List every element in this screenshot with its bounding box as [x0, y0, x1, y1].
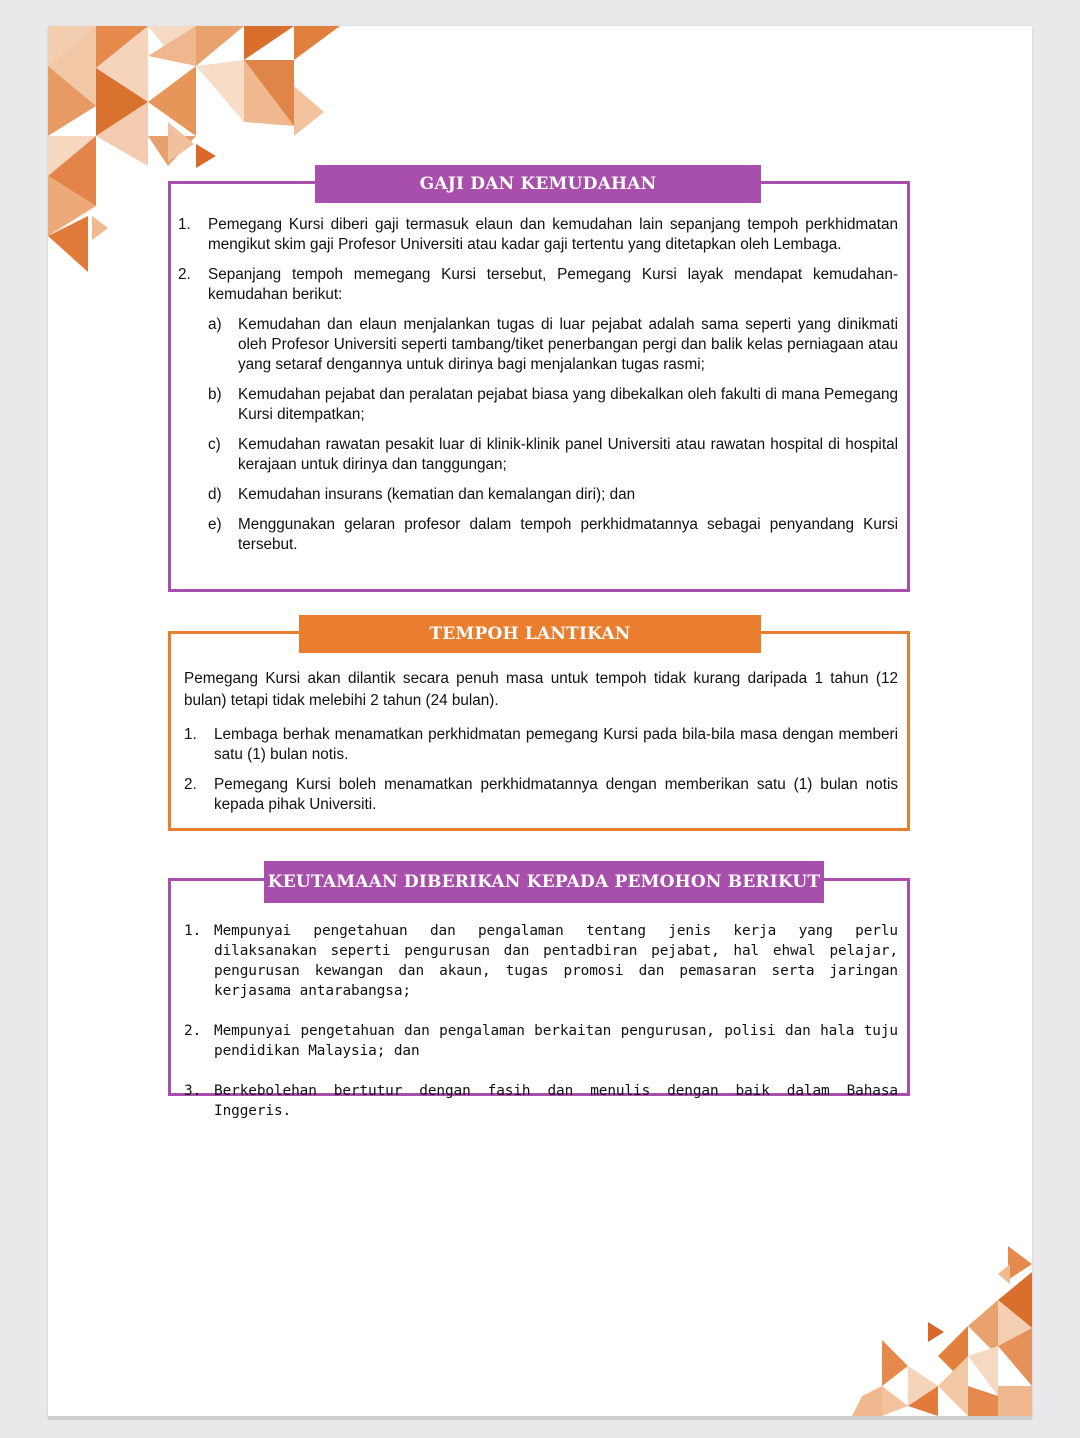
section-keutamaan	[168, 872, 910, 1119]
intro-paragraph: Pemegang Kursi akan dilantik secara penuh masa untuk tempoh tidak kurang daripada 1 tahun (12 bulan) tetapi tidak melebihi 2 tahun (24 bulan).	[184, 670, 898, 709]
sub-list-item: b) Kemudahan pejabat dan peralatan pejabat biasa yang dibekalkan oleh fakulti di mana Pemegang Kursi ditempatkan;	[208, 386, 898, 423]
section-title-banner	[299, 615, 761, 653]
sub-list-item: d) Kemudahan insurans (kematian dan kemalangan diri); dan	[208, 486, 636, 503]
section-content	[184, 921, 898, 1131]
page-shadow	[48, 1416, 1032, 1420]
section-title-banner	[264, 861, 824, 903]
list-item: 1. Pemegang Kursi diberi gaji termasuk elaun dan kemudahan lain sepanjang tempoh perkhidmatan mengikut skim gaji Profesor Universiti atau kadar gaji tertentu yang ditetapkan oleh Lembaga.	[178, 216, 898, 253]
sub-list-item: c) Kemudahan rawatan pesakit luar di klinik-klinik panel Universiti atau rawatan hospital di hospital kerajaan untuk dirinya dan tanggungan;	[208, 436, 898, 473]
section-content	[184, 668, 898, 825]
section-title: KEUTAMAAN DIBERIKAN KEPADA PEMOHON BERIKUT	[267, 872, 821, 892]
section-title-banner	[315, 165, 761, 203]
triangle-decoration-bottom-right	[848, 1236, 1032, 1416]
section-title: TEMPOH LANTIKAN	[429, 624, 631, 644]
section-title: GAJI DAN KEMUDAHAN	[419, 174, 657, 194]
sub-list-item: a) Kemudahan dan elaun menjalankan tugas di luar pejabat adalah sama seperti yang dinikmati oleh Profesor Universiti seperti tambang/tiket penerbangan pergi dan balik kelas perniagaan atau yang setaraf dengannya untuk dirinya bagi menjalankan tugas rasmi;	[208, 316, 898, 373]
document-page	[48, 26, 1032, 1416]
list-item: 3. Berkebolehan bertutur dengan fasih dan menulis dengan baik dalam Bahasa Inggeris.	[184, 1083, 898, 1119]
list-item: 2. Mempunyai pengetahuan dan pengalaman berkaitan pengurusan, polisi dan hala tuju pendidikan Malaysia; dan	[184, 1023, 898, 1059]
list-item: 2. Sepanjang tempoh memegang Kursi tersebut, Pemegang Kursi layak mendapat kemudahan-kemudahan berikut: a) Kemudahan dan elaun menjalankan tugas di luar pejabat adalah sama seperti yang dinikmati oleh Profesor Universiti seperti tambang/tiket penerbangan pergi dan balik kelas perniagaan atau yang setaraf dengannya untuk dirinya bagi menjalankan tugas rasmi; b) Kemudahan pejabat dan peralatan pejabat biasa yang dibekalkan oleh fakulti di mana Pemegang Kursi ditempatkan; c) Kemudahan rawatan pesakit luar di klinik-klinik panel Universiti atau rawatan hospital di hospital kerajaan untuk dirinya dan tanggungan; d) Kemudahan insurans (kematian dan kemalangan diri); dan e) Menggunakan gelaran profesor dalam tempoh perkhidmatannya sebagai penyandang Kursi tersebut.	[178, 266, 898, 553]
list-item: 1. Lembaga berhak menamatkan perkhidmatan pemegang Kursi pada bila-bila masa dengan memberi satu (1) bulan notis.	[184, 726, 898, 763]
section-gaji-dan-kemudahan	[168, 174, 910, 592]
section-tempoh-lantikan	[168, 624, 910, 831]
section-content	[178, 215, 898, 565]
list-item: 2. Pemegang Kursi boleh menamatkan perkhidmatannya dengan memberikan satu (1) bulan notis kepada pihak Universiti.	[184, 776, 898, 813]
sub-list	[178, 305, 898, 555]
list-item: 1. Mempunyai pengetahuan dan pengalaman tentang jenis kerja yang perlu dilaksanakan seperti pengurusan dan pentadbiran pejabat, hal ehwal pelajar, pengurusan kewangan dan akaun, tugas promosi dan pemasaran serta jaringan kerjasama antarabangsa;	[184, 923, 898, 999]
sub-list-item: e) Menggunakan gelaran profesor dalam tempoh perkhidmatannya sebagai penyandang Kursi tersebut.	[208, 516, 898, 553]
